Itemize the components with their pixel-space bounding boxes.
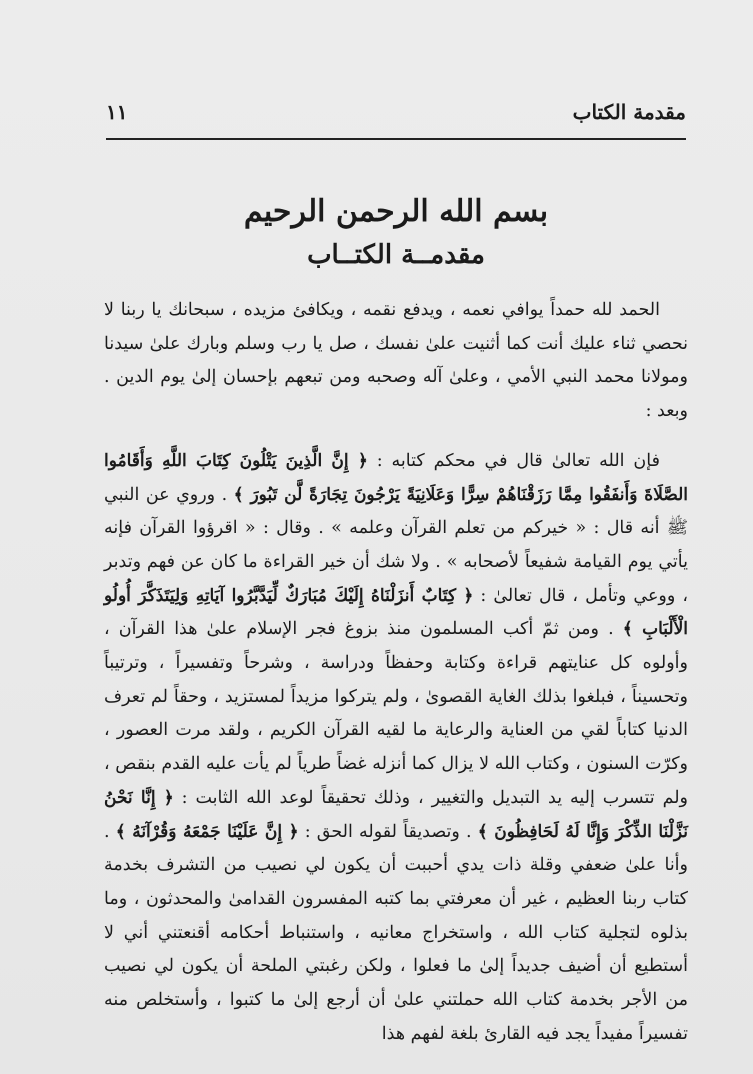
text-segment: فإن الله تعالىٰ قال في محكم كتابه : [367, 450, 660, 471]
page-number: ١١ [106, 100, 128, 124]
quran-verse: ﴿ إِنَّ عَلَيْنَا جَمْعَهُ وَقُرْآنَهُ ﴾ [115, 821, 299, 842]
body-text [104, 294, 688, 1051]
paragraph-main [104, 445, 688, 1052]
page-header [106, 98, 686, 132]
text-segment: . وروي عن النبي ﷺ أنه قال : « خيركم من تعلم القرآن وعلمه » . وقال : « اقرؤوا القرآن فإنه يأتي يوم القيامة شفيعاً لأصحابه » . ولا شك أن خير القراءة ما كان عن فهم وتدبر ، ووعي وتأمل ، قال تعالىٰ : [104, 484, 688, 606]
section-title: مقدمــة الكتــاب [307, 240, 485, 270]
basmala: بسم الله الرحمن الرحيم [243, 194, 549, 229]
paragraph-praise: الحمد لله حمداً يوافي نعمه ، ويدفع نقمه ، ويكافئ مزيده ، سبحانك يا ربنا لا نحصي ثناء عليك أنت كما أثنيت علىٰ نفسك ، صل يا رب وسلم وبارك علىٰ سيدنا ومولانا محمد النبي الأمي ، وعلىٰ آله وصحبه ومن تبعهم بإحسان إلىٰ يوم الدين . وبعد : [104, 300, 688, 422]
text-segment: . وأنا علىٰ ضعفي وقلة ذات يدي أحببت أن يكون لي نصيب من التشرف بخدمة كتاب ربنا العظيم ، غير أن معرفتي بما كتبه المفسرون القدامىٰ والمحدثون ، وما بذلوه لتجلية كتاب الله ، واستخراج معانيه ، واستنباط أحكامه أقنعتني أني لا أستطيع أن أضيف جديداً إلىٰ ما فعلوا ، ولكن رغبتي الملحة أن يكون لي نصيب من الأجر بخدمة كتاب الله حملتني علىٰ أن أرجع إلىٰ ما كتبوا ، وأستخلص منه تفسيراً مفيداً يجد فيه القارئ بلغة لفهم هذا [104, 821, 689, 1044]
running-title: مقدمة الكتاب [572, 100, 686, 124]
quran-verse: ﴿ إِنَّا نَحْنُ نَزَّلْنَا الذِّكْرَ وَإِنَّا لَهُ لَحَافِظُونَ ﴾ [104, 787, 688, 842]
quran-verse: ﴿ إِنَّ الَّذِينَ يَتْلُونَ كِتَابَ اللَّهِ وَأَقَامُوا الصَّلَاةَ وَأَنفَقُوا مِمَّا رَزَقْنَاهُمْ سِرًّا وَعَلَانِيَةً يَرْجُونَ تِجَارَةً لَّن تَبُورَ ﴾ [104, 450, 688, 505]
quran-verse: ﴿ كِتَابٌ أَنزَلْنَاهُ إِلَيْكَ مُبَارَكٌ لِّيَدَّبَّرُوا آيَاتِهِ وَلِيَتَذَكَّرَ أُولُو الْأَلْبَابِ ﴾ [104, 585, 688, 640]
text-segment: . ومن ثمّ أكب المسلمون منذ بزوغ فجر الإسلام علىٰ هذا القرآن ، وأولوه كل عنايتهم قراءة وكتابة وحفظاً ودراسة ، وشرحاً وتفسيراً ، وترتيباً وتحسيناً ، فبلغوا بذلك الغاية القصوىٰ ، ولم يتركوا مزيداً لمستزيد ، وحقاً لم تعرف الدنيا كتاباً لقي من العناية والرعاية ما لقيه القرآن الكريم ، ولقد مرت العصور ، وكرّت السنون ، وكتاب الله لا يزال كما أنزله غضاً طرياً لم يأت عليه القدم بنقص ، ولم تتسرب إليه يد التبديل والتغيير ، وذلك تحقيقاً لوعد الله الثابت : [104, 619, 688, 808]
header-rule [106, 138, 686, 140]
text-segment: . وتصديقاً لقوله الحق : [298, 821, 478, 842]
